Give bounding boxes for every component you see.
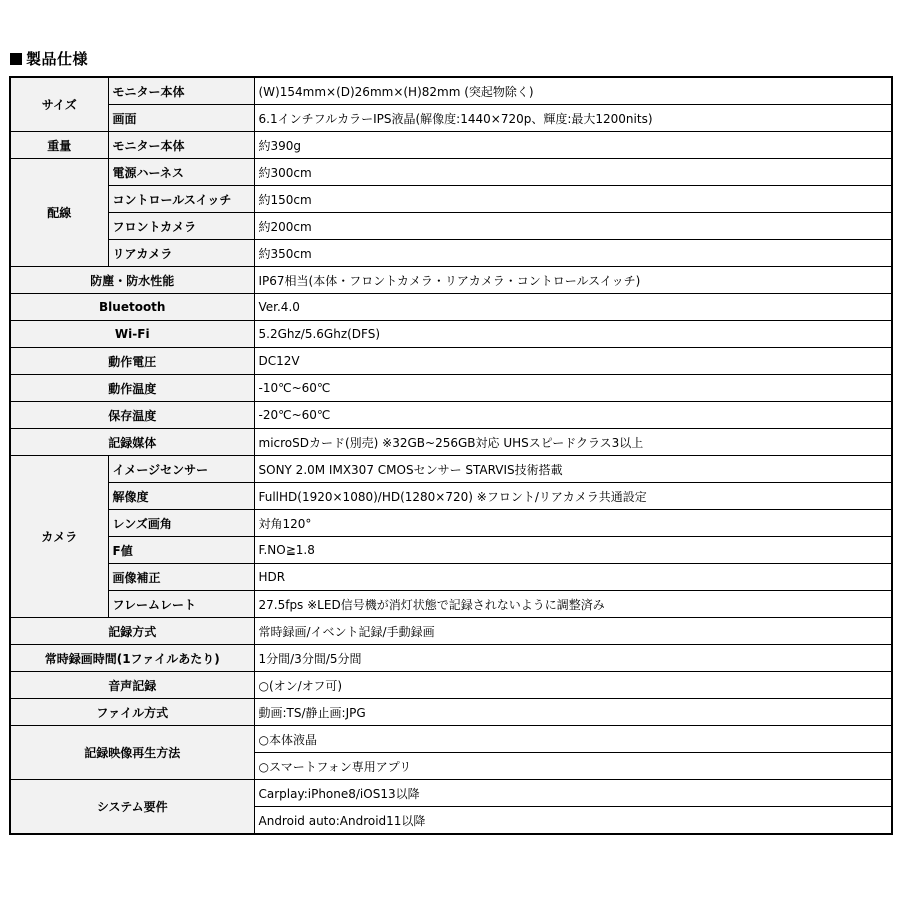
spec-value: F.NO≧1.8 — [254, 537, 892, 564]
spec-value: -20℃~60℃ — [254, 402, 892, 429]
spec-value: 約150cm — [254, 186, 892, 213]
spec-row — [10, 699, 892, 726]
spec-category: 重量 — [10, 132, 108, 159]
spec-value: HDR — [254, 564, 892, 591]
spec-category: 配線 — [10, 159, 108, 267]
spec-value: -10℃~60℃ — [254, 375, 892, 402]
spec-row — [10, 510, 892, 537]
spec-value: ○本体液晶 — [254, 726, 892, 753]
spec-row — [10, 672, 892, 699]
spec-item: 音声記録 — [10, 672, 254, 699]
square-bullet-icon — [10, 53, 22, 65]
spec-subitem: 電源ハーネス — [108, 159, 254, 186]
spec-item: Bluetooth — [10, 294, 254, 321]
spec-row — [10, 105, 892, 132]
spec-value: 1分間/3分間/5分間 — [254, 645, 892, 672]
spec-value: 5.2Ghz/5.6Ghz(DFS) — [254, 321, 892, 348]
spec-row — [10, 780, 892, 807]
spec-row — [10, 348, 892, 375]
spec-item: ファイル方式 — [10, 699, 254, 726]
page-title — [10, 48, 88, 69]
spec-category: カメラ — [10, 456, 108, 618]
spec-subitem: レンズ画角 — [108, 510, 254, 537]
spec-value: microSDカード(別売) ※32GB~256GB対応 UHSスピードクラス3以上 — [254, 429, 892, 456]
spec-value: 27.5fps ※LED信号機が消灯状態で記録されないように調整済み — [254, 591, 892, 618]
spec-subitem: リアカメラ — [108, 240, 254, 267]
spec-subitem: 画像補正 — [108, 564, 254, 591]
spec-row — [10, 294, 892, 321]
spec-item: 動作温度 — [10, 375, 254, 402]
spec-value: ○(オン/オフ可) — [254, 672, 892, 699]
spec-row — [10, 645, 892, 672]
spec-table-body — [10, 77, 892, 834]
spec-value: 6.1インチフルカラーIPS液晶(解像度:1440×720p、輝度:最大1200nits) — [254, 105, 892, 132]
spec-subitem: F値 — [108, 537, 254, 564]
spec-row — [10, 726, 892, 753]
spec-row — [10, 132, 892, 159]
spec-row — [10, 267, 892, 294]
spec-item: 記録媒体 — [10, 429, 254, 456]
spec-value: ○スマートフォン専用アプリ — [254, 753, 892, 780]
spec-value: Carplay:iPhone8/iOS13以降 — [254, 780, 892, 807]
spec-item: Wi-Fi — [10, 321, 254, 348]
spec-value: FullHD(1920×1080)/HD(1280×720) ※フロント/リアカメラ共通設定 — [254, 483, 892, 510]
spec-row — [10, 618, 892, 645]
spec-category: サイズ — [10, 77, 108, 132]
spec-subitem: イメージセンサー — [108, 456, 254, 483]
spec-row — [10, 429, 892, 456]
spec-value: IP67相当(本体・フロントカメラ・リアカメラ・コントロールスイッチ) — [254, 267, 892, 294]
spec-item: 記録方式 — [10, 618, 254, 645]
spec-item: 保存温度 — [10, 402, 254, 429]
spec-value: 約200cm — [254, 213, 892, 240]
spec-value: 約390g — [254, 132, 892, 159]
spec-value: Ver.4.0 — [254, 294, 892, 321]
spec-subitem: モニター本体 — [108, 132, 254, 159]
title-text: 製品仕様 — [26, 50, 89, 68]
spec-subitem: モニター本体 — [108, 77, 254, 105]
spec-row — [10, 240, 892, 267]
spec-row — [10, 456, 892, 483]
spec-row — [10, 402, 892, 429]
spec-value: 約350cm — [254, 240, 892, 267]
spec-row — [10, 375, 892, 402]
spec-subitem: 解像度 — [108, 483, 254, 510]
spec-subitem: フロントカメラ — [108, 213, 254, 240]
spec-row — [10, 213, 892, 240]
spec-value: Android auto:Android11以降 — [254, 807, 892, 835]
spec-row — [10, 77, 892, 105]
spec-value: 約300cm — [254, 159, 892, 186]
spec-item: システム要件 — [10, 780, 254, 835]
spec-value: (W)154mm×(D)26mm×(H)82mm (突起物除く) — [254, 77, 892, 105]
spec-row — [10, 186, 892, 213]
spec-subitem: フレームレート — [108, 591, 254, 618]
spec-item: 常時録画時間(1ファイルあたり) — [10, 645, 254, 672]
spec-value: 常時録画/イベント記録/手動録画 — [254, 618, 892, 645]
spec-subitem: コントロールスイッチ — [108, 186, 254, 213]
spec-row — [10, 591, 892, 618]
spec-value: 動画:TS/静止画:JPG — [254, 699, 892, 726]
spec-table — [9, 76, 893, 835]
spec-row — [10, 483, 892, 510]
spec-value: DC12V — [254, 348, 892, 375]
spec-row — [10, 321, 892, 348]
spec-row — [10, 537, 892, 564]
spec-value: 対角120° — [254, 510, 892, 537]
spec-subitem: 画面 — [108, 105, 254, 132]
spec-value: SONY 2.0M IMX307 CMOSセンサー STARVIS技術搭載 — [254, 456, 892, 483]
spec-row — [10, 159, 892, 186]
spec-item: 動作電圧 — [10, 348, 254, 375]
spec-row — [10, 564, 892, 591]
spec-item: 防塵・防水性能 — [10, 267, 254, 294]
spec-item: 記録映像再生方法 — [10, 726, 254, 780]
